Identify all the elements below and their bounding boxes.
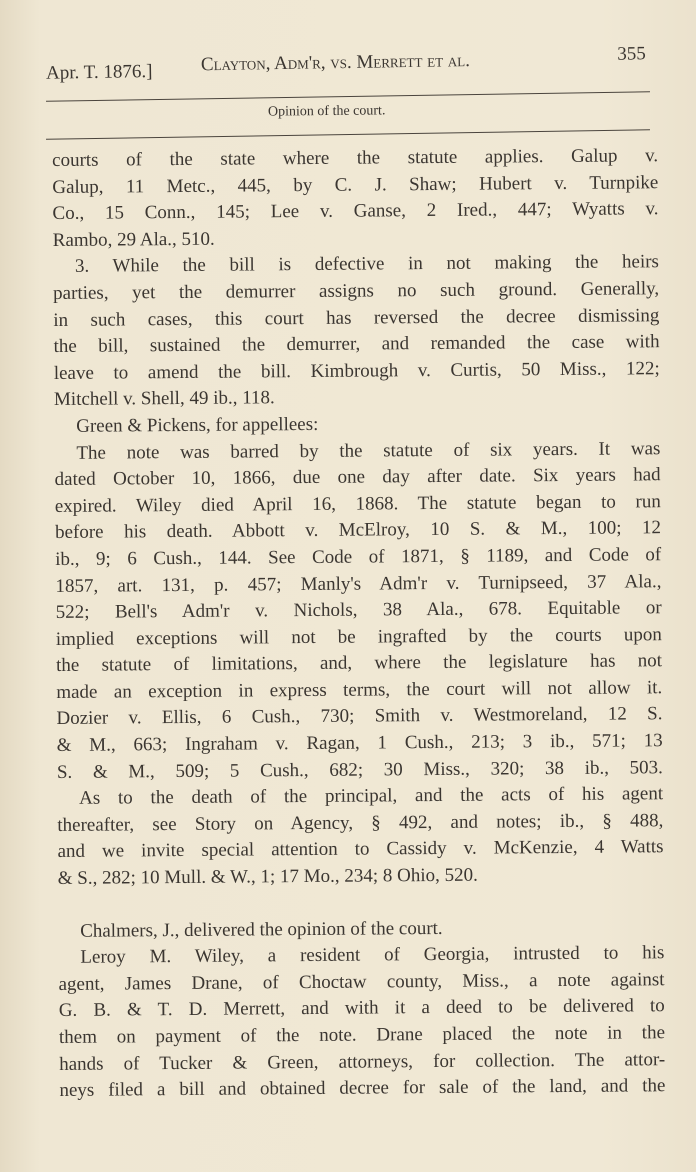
text-line: Rambo, 29 Ala., 510. [52, 228, 215, 251]
text-line: Galup, 11 Metc., 445, by C. J. Shaw; Hubert v. Turnpike [52, 171, 659, 198]
text-line: As to the death of the principal, and the acts of his agent [79, 783, 664, 810]
term-label: Apr. T. 1876.] [45, 61, 153, 84]
running-header [45, 43, 646, 86]
header-rule-top [46, 91, 650, 101]
text-line: & S., 282; 10 Mull. & W., 1; 17 Mo., 234; 8 Ohio, 520. [57, 864, 478, 890]
text-line: the statute of limitations, and, where the legislature has not [55, 650, 663, 677]
text-line: 3. While the bill is defective in not making the heirs [74, 251, 659, 278]
text-line: expired. Wiley died April 16, 1868. The statute began to run [54, 490, 661, 517]
text-line: hands of Tucker & Green, attorneys, for collection. The attor- [59, 1048, 666, 1075]
body-text [52, 143, 665, 1105]
text-line: 522; Bell's Adm'r v. Nichols, 38 Ala., 678. Equitable or [55, 597, 662, 624]
text-line: Dozier v. Ellis, 6 Cush., 730; Smith v. Westmoreland, 12 S. [56, 703, 663, 730]
text-line: leave to amend the bill. Kimbrough v. Curtis, 50 Miss., 122; [53, 357, 660, 384]
text-line: made an exception in express terms, the court will not allow it. [56, 677, 663, 703]
text-line: agent, James Drane, of Choctaw county, Miss., a note against [58, 969, 665, 995]
text-line: Mitchell v. Shell, 49 ib., 118. [53, 387, 275, 411]
text-line: 1857, art. 131, p. 457; Manly's Adm'r v. Turnipseed, 37 Ala., [55, 570, 662, 597]
text-line: courts of the state where the statute applies. Galup v. [52, 145, 659, 171]
text-line: S. & M., 509; 5 Cush., 682; 30 Miss., 320; 38 ib., 503. [56, 756, 663, 783]
text-line: in such cases, this court has reversed the decree dismissing [53, 304, 660, 331]
text-line: the bill, sustained the demurrer, and remanded the case with [53, 331, 660, 358]
text-line: Co., 15 Conn., 145; Lee v. Ganse, 2 Ired., 447; Wyatts v. [52, 198, 659, 225]
header-rule-bottom [46, 129, 650, 139]
page-number: 355 [617, 43, 646, 65]
text-line: and we invite special attention to Cassidy v. McKenzie, 4 Watts [57, 836, 664, 863]
text-line: thereafter, see Story on Agency, § 492, and notes; ib., § 488, [57, 810, 664, 836]
text-line: dated October 10, 1866, due one day after date. Six years had [54, 464, 661, 491]
text-line: parties, yet the demurrer assigns no such ground. Generally, [53, 278, 660, 304]
text-line: them on payment of the note. Drane placed the note in the [58, 1022, 666, 1048]
text-line: Chalmers, J., delivered the opinion of the court. [80, 917, 443, 942]
section-subheader: Opinion of the court. [267, 103, 386, 120]
text-line: The note was barred by the statute of six years. It was [76, 437, 661, 464]
case-title: Clayton, Adm'r, vs. Merrett et al. [200, 50, 471, 76]
text-line: implied exceptions will not be ingrafted by the courts upon [55, 623, 662, 650]
text-line: before his death. Abbott v. McElroy, 10 S. & M., 100; 12 [54, 517, 662, 544]
text-line: neys filed a bill and obtained decree for sale of the land, and the [59, 1075, 666, 1102]
text-line: Leroy M. Wiley, a resident of Georgia, intrusted to his [80, 942, 665, 969]
text-line: & M., 663; Ingraham v. Ragan, 1 Cush., 213; 3 ib., 571; 13 [56, 730, 663, 757]
text-line: G. B. & T. D. Merrett, and with it a deed to be delivered to [58, 995, 665, 1022]
text-line: ib., 9; 6 Cush., 144. See Code of 1871, § 1189, and Code of [55, 544, 662, 570]
text-line: Green & Pickens, for appellees: [76, 413, 319, 437]
